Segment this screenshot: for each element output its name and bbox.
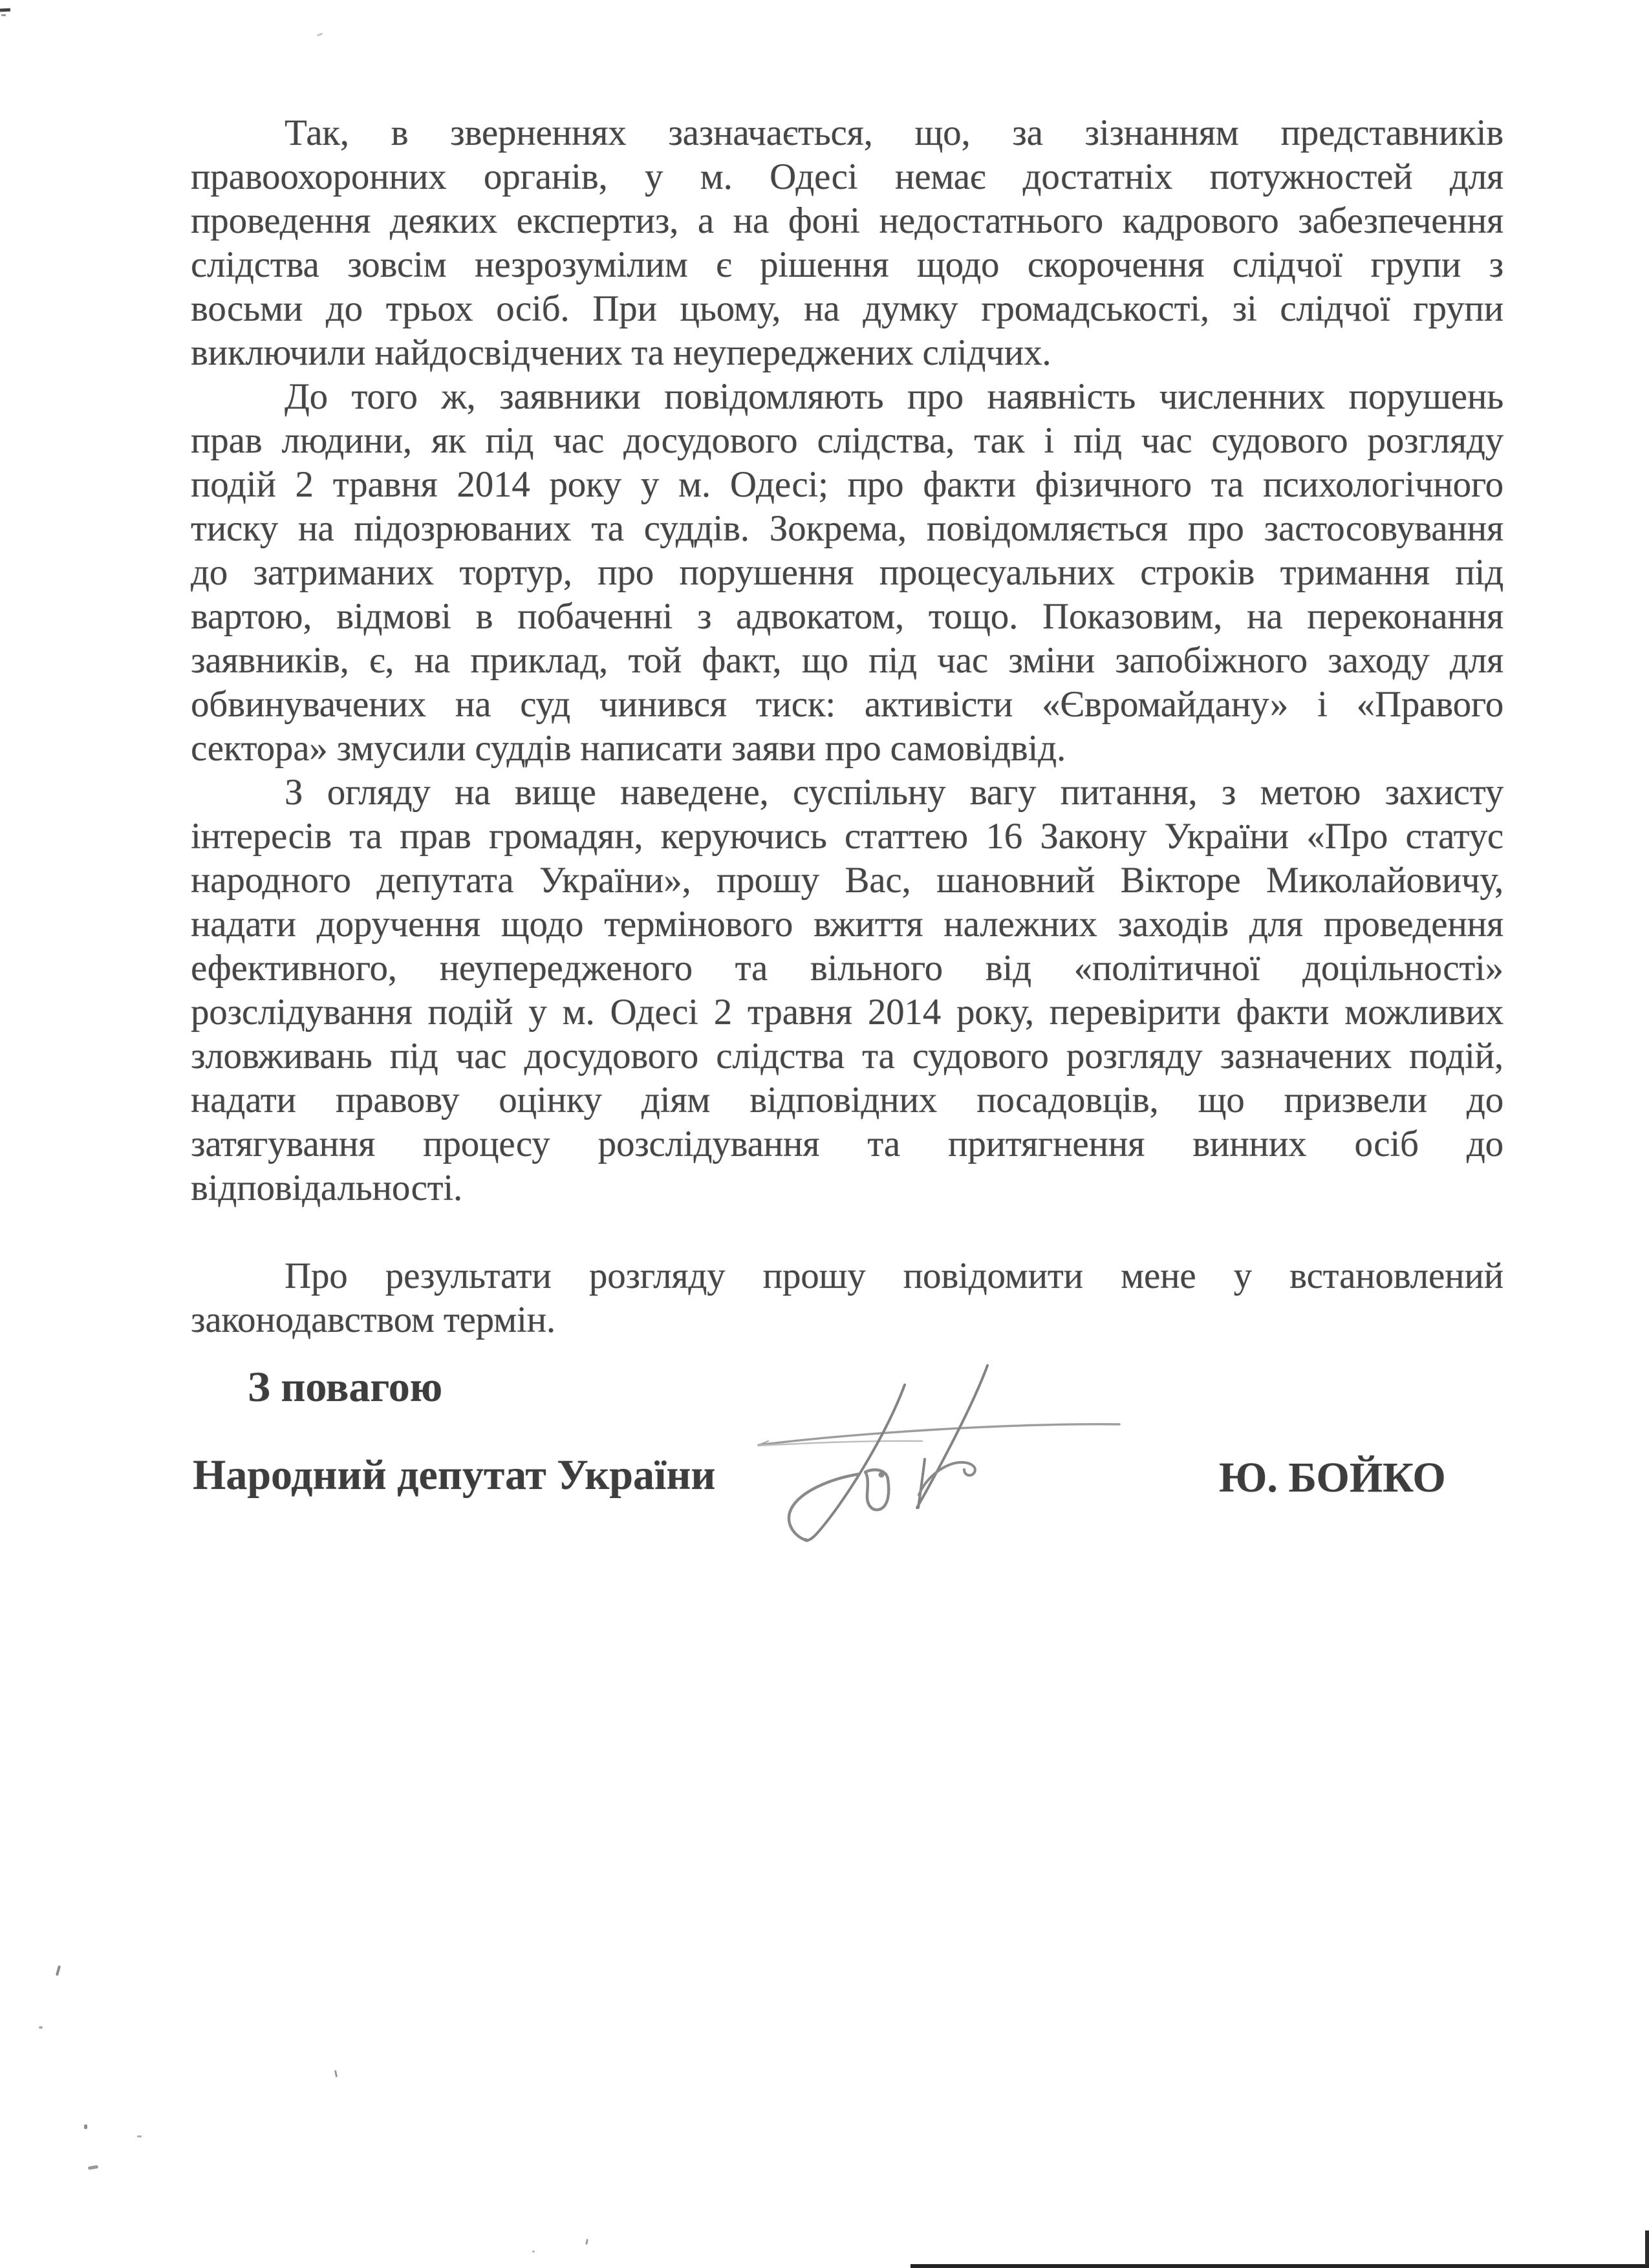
body-line: виключили найдосвідчених та неупереджених слідчих.: [191, 332, 1051, 373]
scan-speckle: [137, 2135, 142, 2137]
scan-edge-line-right: [1645, 2231, 1649, 2265]
body-line: сектора» змусили суддів написати заяви про самовідвід.: [191, 728, 1066, 769]
scan-speckle: [39, 2026, 43, 2029]
body-line: До того ж, заявники повідомляють про наявність численних порушень: [285, 376, 1503, 417]
handwritten-signature-icon: [731, 1345, 1183, 1578]
scan-speckle: [1, 14, 6, 16]
closing-salutation: З повагою: [248, 1364, 443, 1411]
body-line: Так, в зверненнях зазначається, що, за зізнанням представників: [285, 112, 1503, 153]
scan-speckle: [56, 1965, 61, 1976]
body-line: прав людини, як під час досудового слідства, так і під час судового розгляду: [191, 420, 1503, 461]
body-line: восьми до трьох осіб. При цьому, на думку громадськості, зі слідчої групи: [191, 288, 1503, 329]
body-line: вартою, відмові в побаченні з адвокатом, тощо. Показовим, на переконання: [191, 596, 1503, 637]
body-line: ефективного, неупередженого та вільного від «політичної доцільності»: [191, 948, 1503, 989]
body-line: затягування процесу розслідування та притягнення винних осіб до: [191, 1124, 1503, 1164]
body-line: до затриманих тортур, про порушення процесуальних строків тримання під: [191, 552, 1503, 593]
body-line: народного депутата України», прошу Вас, шановний Вікторе Миколайовичу,: [191, 860, 1503, 901]
paragraph: [191, 1254, 1503, 1342]
paragraph: [191, 375, 1503, 771]
body-line: З огляду на вище наведене, суспільну вагу питання, з метою захисту: [285, 772, 1503, 813]
body-line: проведення деяких експертиз, а на фоні недостатнього кадрового забезпечення: [191, 200, 1503, 241]
scan-speckle: [585, 2239, 588, 2245]
body-line: розслідування подій у м. Одесі 2 травня 2014 року, перевірити факти можливих: [191, 992, 1503, 1032]
scan-edge-dash-top-left: [0, 8, 10, 12]
body-line: слідства зовсім незрозумілим є рішення щодо скорочення слідчої групи з: [191, 244, 1503, 285]
body-line: подій 2 травня 2014 року у м. Одесі; про факти фізичного та психологічного: [191, 464, 1503, 505]
letter-body: [191, 111, 1503, 1342]
scan-speckle: [317, 33, 323, 37]
scan-speckle: [334, 2070, 338, 2077]
body-line: правоохоронних органів, у м. Одесі немає достатніх потужностей для: [191, 156, 1503, 197]
body-line: інтересів та прав громадян, керуючись статтею 16 Закону України «Про статус: [191, 816, 1503, 857]
body-line: законодавством термін.: [191, 1300, 555, 1340]
scan-speckle: [532, 2251, 535, 2252]
body-line: надати доручення щодо термінового вжиття належних заходів для проведення: [191, 904, 1503, 945]
scan-edge-line-bottom: [911, 2264, 1649, 2268]
body-line: обвинувачених на суд чинився тиск: активісти «Євромайдану» і «Правого: [191, 684, 1503, 725]
body-line: Про результати розгляду прошу повідомити мене у встановлений: [285, 1256, 1503, 1296]
body-line: заявників, є, на приклад, той факт, що під час зміни запобіжного заходу для: [191, 640, 1503, 681]
body-line: надати правову оцінку діям відповідних посадовців, що призвели до: [191, 1080, 1503, 1120]
body-line: зловживань під час досудового слідства та судового розгляду зазначених подій,: [191, 1036, 1503, 1076]
body-line: тиску на підозрюваних та суддів. Зокрема, повідомляється про застосовування: [191, 508, 1503, 549]
signer-title: Народний депутат України: [193, 1451, 716, 1499]
paragraph: [191, 771, 1503, 1210]
body-line: відповідальності.: [191, 1168, 463, 1208]
scan-speckle: [88, 2165, 99, 2170]
signer-name: Ю. БОЙКО: [1219, 1454, 1446, 1501]
scan-speckle: [84, 2124, 87, 2129]
paragraph: [191, 111, 1503, 375]
